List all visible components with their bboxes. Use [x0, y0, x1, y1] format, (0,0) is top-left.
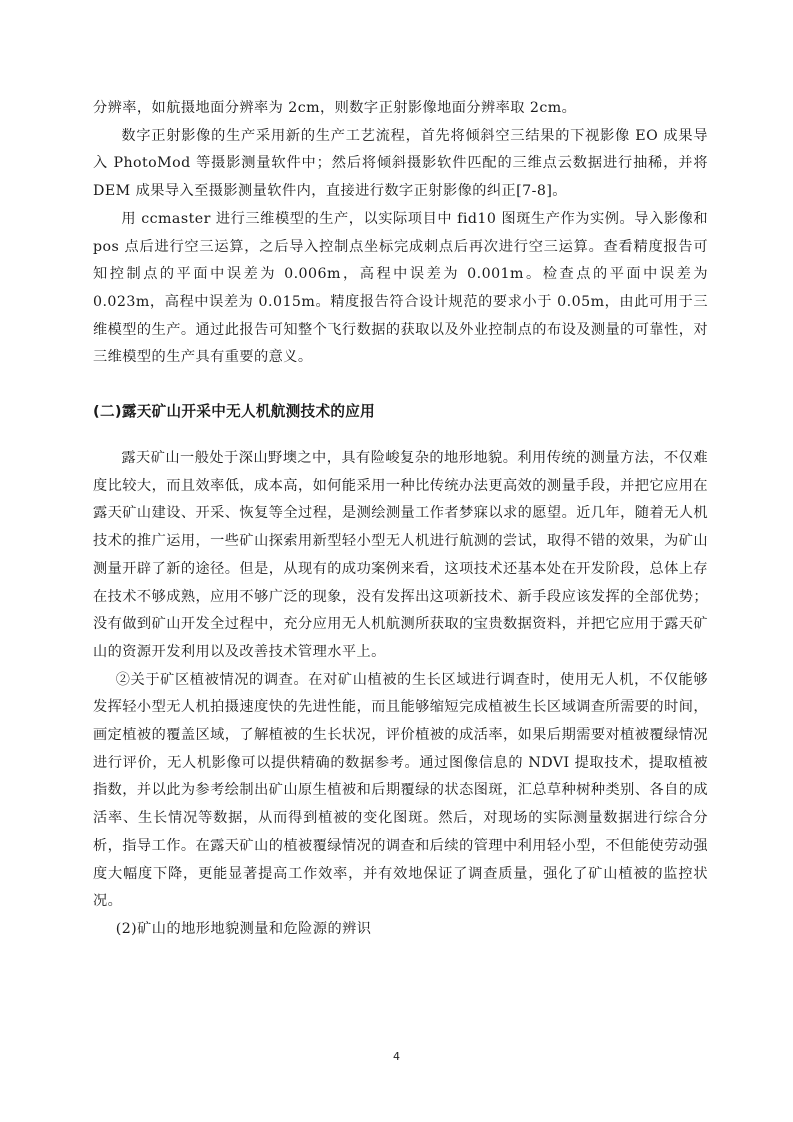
paragraph-resolution: 分辨率，如航摄地面分辨率为 2cm，则数字正射影像地面分辨率取 2cm。 — [93, 100, 577, 116]
paragraph-orthophoto-workflow: 数字正射影像的生产采用新的生产工艺流程，首先将倾斜空三结果的下视影像 EO 成果导入 PhotoMod 等摄影测量软件中；然后将倾斜摄影软件匹配的三维点云数据进行抽稀，并将 DEM 成果导入至摄影测量软件内，直接进行数字正射影像的纠正[7-8]。 — [93, 127, 708, 200]
page-number: 4 — [393, 1050, 400, 1063]
paragraph-terrain-survey-title: (2)矿山的地形地貌测量和危险源的辨识 — [115, 920, 372, 937]
document-page — [93, 95, 708, 944]
paragraph-open-pit-mining: 露天矿山一般处于深山野墺之中，具有险峻复杂的地形地貌。利用传统的测量方法，不仅难度比较大，而且效率低，成本高，如何能采用一种比传统办法更高效的测量手段，并把它应用在露天矿山建设、开采、恢复等全过程，是测绘测量工作者梦寐以求的愿望。近几年，随着无人机技术的推广运用，一些矿山探索用新型轻小型无人机进行航测的尝试，取得不错的效果，为矿山测量开辟了新的途径。但是，从现有的成功案例来看，这项技术还基本处在开发阶段，总体上存在技术不够成熟，应用不够广泛的现象，没有发挥出这项新技术、新手段应该发挥的全部优势；没有做到矿山开发全过程中，充分应用无人机航测所获取的宝贵数据资料，并把它应用于露天矿山的资源开发利用以及改善技术管理水平上。 — [93, 450, 708, 660]
paragraph-ccmaster-3d-model: 用 ccmaster 进行三维模型的生产，以实际项目中 fid10 图斑生产作为实例。导入影像和 pos 点后进行空三运算，之后导入控制点坐标完成刺点后再次进行空三运算。查看精度报告可知控制点的平面中误差为 0.006m，高程中误差为 0.001m。检查点的平面中误差为 0.023m，高程中误差为 0.015m。精度报告符合设计规范的要求小于 0.05m，由此可用于三维模型的生产。通过此报告可知整个飞行数据的获取以及外业控制点的布设及测量的可靠性，对三维模型的生产具有重要的意义。 — [93, 210, 708, 366]
section-heading: (二)露天矿山开采中无人机航测技术的应用 — [93, 403, 376, 421]
paragraph-vegetation-survey: ②关于矿区植被情况的调查。在对矿山植被的生长区域进行调查时，使用无人机，不仅能够发挥轻小型无人机拍摄速度快的先进性能，而且能够缩短完成植被生长区域调查所需要的时间，画定植被的覆盖区域，了解植被的生长状况，评价植被的成活率，如果后期需要对植被覆绿情况进行评价，无人机影像可以提供精确的数据参考。通过图像信息的 NDVI 提取技术，提取植被指数，并以此为参考绘制出矿山原生植被和后期覆绿的状态图斑，汇总草种树种类别、各自的成活率、生长情况等数据，从而得到植被的变化图斑。然后，对现场的实际测量数据进行综合分析，指导工作。在露天矿山的植被覆绿情况的调查和后续的管理中利用轻小型，不但能使劳动强度大幅度下降，更能显著提高工作效率，并有效地保证了调查质量，强化了矿山植被的监控状况。 — [93, 671, 708, 910]
